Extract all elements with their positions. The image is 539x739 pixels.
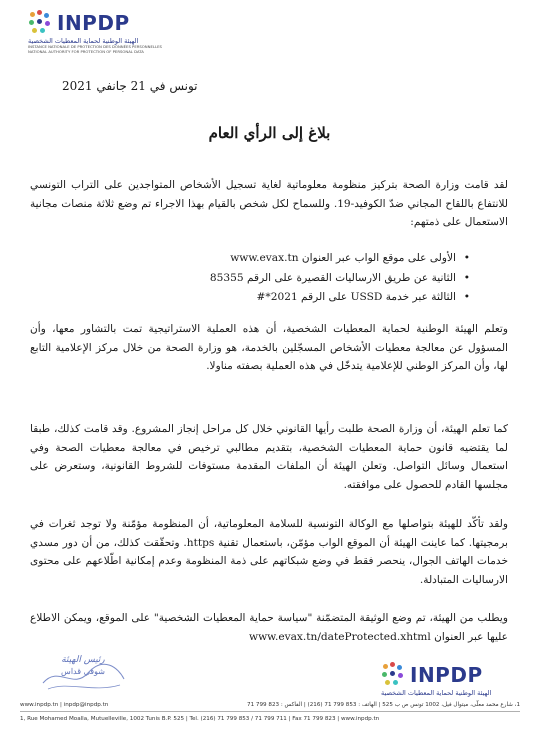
footer-logo-wordmark: INPDP: [410, 663, 483, 687]
list-item: • الثانية عن طريق الارساليات القصيرة على الرقم 85355: [209, 271, 470, 284]
list-item: • الثالثة عبر خدمة USSD على الرقم 2021*#: [256, 291, 470, 303]
footer-divider: [20, 711, 520, 712]
footer-inpdp-logo: [381, 662, 511, 697]
signature-scribble: [38, 655, 128, 695]
logo-wordmark: INPDP: [57, 11, 130, 35]
logo-english-name: NATIONAL AUTHORITY FOR PROTECTION OF PERSONAL DATA: [28, 48, 144, 54]
inpdp-logo: [28, 10, 162, 54]
footer-dots-icon: [381, 662, 407, 688]
signature-block: [38, 655, 128, 695]
signatory-name: شوقي قداس: [61, 667, 105, 676]
paragraph-policy: ويطلب من الهيئة، تم وضع الوثيقة المتضمّنة "سياسة حماية المعطيات الشخصية" على الموقع، ويمكن الاطلاع عليها عبر العنوان www.evax.tn/dateProtected.xhtml: [30, 612, 508, 643]
footer-address-arabic: 1، شارع محمد معلّى، ميتوال فيل، 1002 تونس ص ب 525 | الهاتف : 853 799 71 (216) | الفاكس : 823 799 71: [247, 702, 520, 708]
paragraph-security: ولقد تأكّد للهيئة بتواصلها مع الوكالة التونسية للسلامة المعلوماتية، أن المنظومة مؤمّنة ولا توجد ثغرات في برمجيتها. كما عاينت الهيئة أن الموقع الواب مؤمّن، باستعمال تقنية https. وتحقّقت كذلك، من أن دور مسدي خدمات الهاتف الجوال، ينحصر فقط في وضع شبكاتهم على ذمة المنظومة وعدم إمكانية اطّلاعهم على محتوى الارساليات المتبادلة.: [30, 518, 508, 586]
paragraph-consultation: وتعلم الهيئة الوطنية لحماية المعطيات الشخصية، أن هذه العملية الاستراتيجية تمت بالتشاور معها، وأن المسؤول عن معالجة معطيات الأشخاص المسجّلين بالخدمة، هو وزارة الصحة من خلال مركز الإعلامية التابع لها، وأن المركز الوطني للإعلامية يتدخّل في هذه العملية بصفته مناولا.: [30, 323, 508, 372]
platform-list: [30, 249, 470, 308]
bullet-sms: الثانية عن طريق الارساليات القصيرة على الرقم 85355: [209, 271, 456, 284]
footer-web-email: www.inpdp.tn | inpdp@inpdp.tn: [20, 702, 109, 708]
bullet-web: الأولى على موقع الواب عبر العنوان www.evax.tn: [230, 252, 456, 264]
inpdp-dots-icon: [28, 10, 54, 36]
signatory-title: رئيس الهيئة: [61, 655, 105, 665]
bullet-ussd: الثالثة عبر خدمة USSD على الرقم 2021*#: [256, 291, 456, 303]
document-date: تونس في 21 جانفي 2021: [62, 79, 198, 93]
footer-contact-arabic: [20, 702, 520, 708]
logo-french-name: INSTANCE NATIONALE DE PROTECTION DES DONNÉES PERSONNELLES: [28, 44, 162, 49]
paragraph-legal: كما تعلم الهيئة، أن وزارة الصحة طلبت رأيها القانوني خلال كل مراحل إنجاز المشروع. وقد قامت كذلك، طبقا لما يقتضيه قانون حماية المعطيات الشخصية، بتقديم مطالبي ترخيص في معالجة معطيات الصحة وفي استعمال وسائل التواصل. وتعلن الهيئة أن الملفات المقدمة مستوفات للشروط القانونية، وستعرض على مجلسها القادم للحصول على موافقته.: [30, 423, 508, 491]
document-title: بلاغ إلى الرأي العام: [208, 124, 331, 142]
footer-contact-french: 1, Rue Mohamed Moalla, Mutuelleville, 1002 Tunis B.P. 525 | Tel. (216) 71 799 853 / 71 799 711 | Fax 71 799 823 | www.inpdp.tn: [20, 716, 380, 722]
footer-logo-arabic-name: الهيئة الوطنية لحماية المعطيات الشخصية: [381, 689, 492, 697]
logo-arabic-name: الهيئة الوطنية لحماية المعطيات الشخصية: [28, 37, 139, 45]
list-item: • الأولى على موقع الواب عبر العنوان www.evax.tn: [230, 252, 470, 264]
paragraph-intro: لقد قامت وزارة الصحة بتركيز منظومة معلوماتية لغاية تسجيل الأشخاص المتواجدين على التراب التونسي للانتفاع باللقاح المجاني ضدّ الكوفيد-19. وللسماح لكل شخص بالقيام بهذا الاجراء تم وضع ثلاثة منصات مجانية الاستعمال على ذمتهم:: [30, 179, 508, 228]
